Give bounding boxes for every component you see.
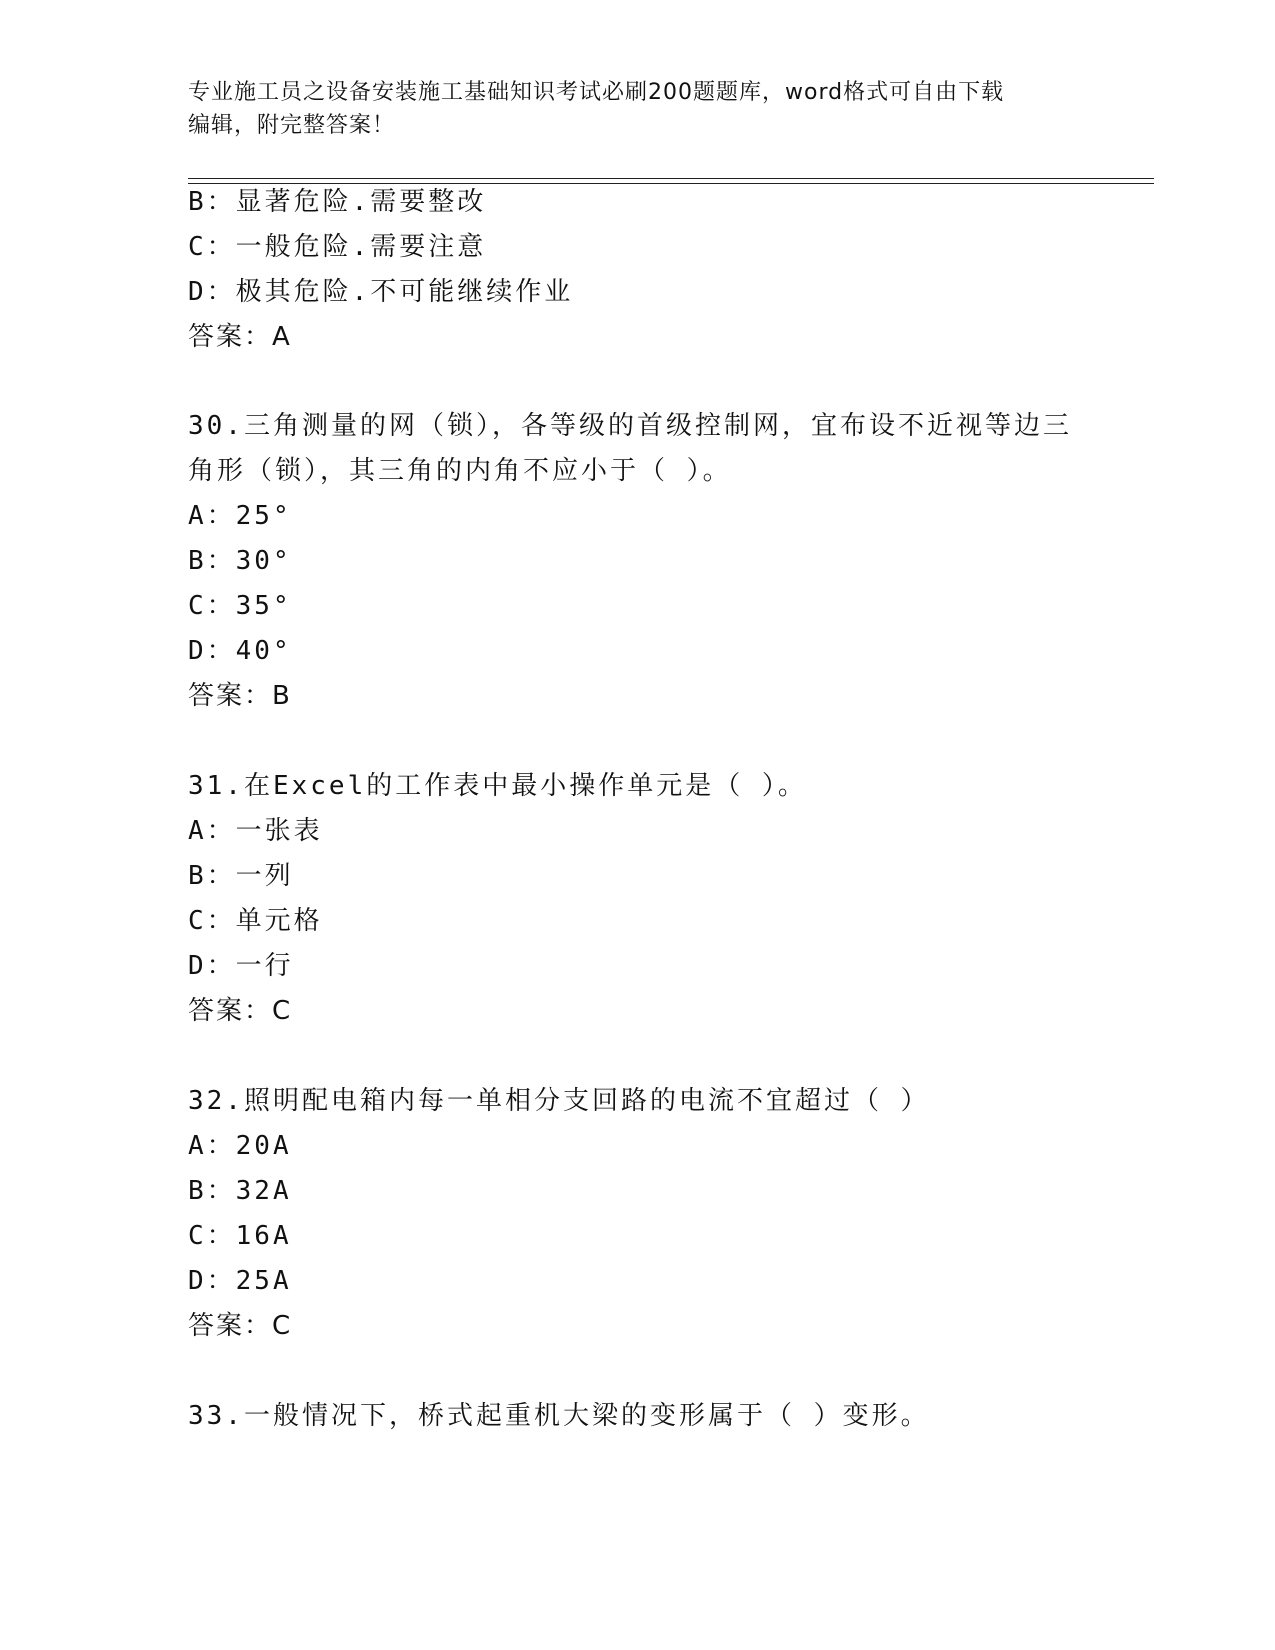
question-31-stem: 31.在Excel的工作表中最小操作单元是（ ）。 <box>188 771 807 801</box>
option-b: B：显著危险.需要整改 <box>188 187 487 217</box>
header-title-line-1: 专业施工员之设备安装施工基础知识考试必刷200题题库，word格式可自由下载 <box>188 80 1005 105</box>
question-31-answer: 答案：C <box>188 996 293 1026</box>
question-31-option-c: C：单元格 <box>188 906 323 936</box>
header-divider-top <box>188 178 1154 179</box>
question-30-option-b: B：30° <box>188 546 292 576</box>
question-30-option-d: D：40° <box>188 636 292 666</box>
option-c: C：一般危险.需要注意 <box>188 232 487 262</box>
question-30-option-a: A：25° <box>188 501 292 531</box>
question-32-option-a: A：20A <box>188 1131 292 1161</box>
question-31-option-d: D：一行 <box>188 951 294 981</box>
question-32-option-c: C：16A <box>188 1221 292 1251</box>
option-d: D：极其危险.不可能继续作业 <box>188 277 574 307</box>
question-32-answer: 答案：C <box>188 1311 293 1341</box>
question-32-option-d: D：25A <box>188 1266 292 1296</box>
document-header <box>188 76 1088 142</box>
question-30-option-c: C：35° <box>188 591 292 621</box>
question-30-stem-line-2: 角形（锁），其三角的内角不应小于（ ）。 <box>188 456 732 486</box>
answer-line: 答案：A <box>188 322 292 352</box>
question-33-stem: 33.一般情况下，桥式起重机大梁的变形属于（ ）变形。 <box>188 1401 930 1431</box>
question-31-option-a: A：一张表 <box>188 816 323 846</box>
question-32-stem: 32.照明配电箱内每一单相分支回路的电流不宜超过（ ） <box>188 1086 930 1116</box>
question-32-option-b: B：32A <box>188 1176 292 1206</box>
header-title-line-2: 编辑，附完整答案！ <box>188 113 396 138</box>
header-divider-bottom <box>188 183 1154 184</box>
question-30-answer: 答案：B <box>188 681 292 711</box>
question-31-option-b: B：一列 <box>188 861 294 891</box>
question-30-stem-line-1: 30.三角测量的网（锁），各等级的首级控制网，宜布设不近视等边三 <box>188 411 1072 441</box>
